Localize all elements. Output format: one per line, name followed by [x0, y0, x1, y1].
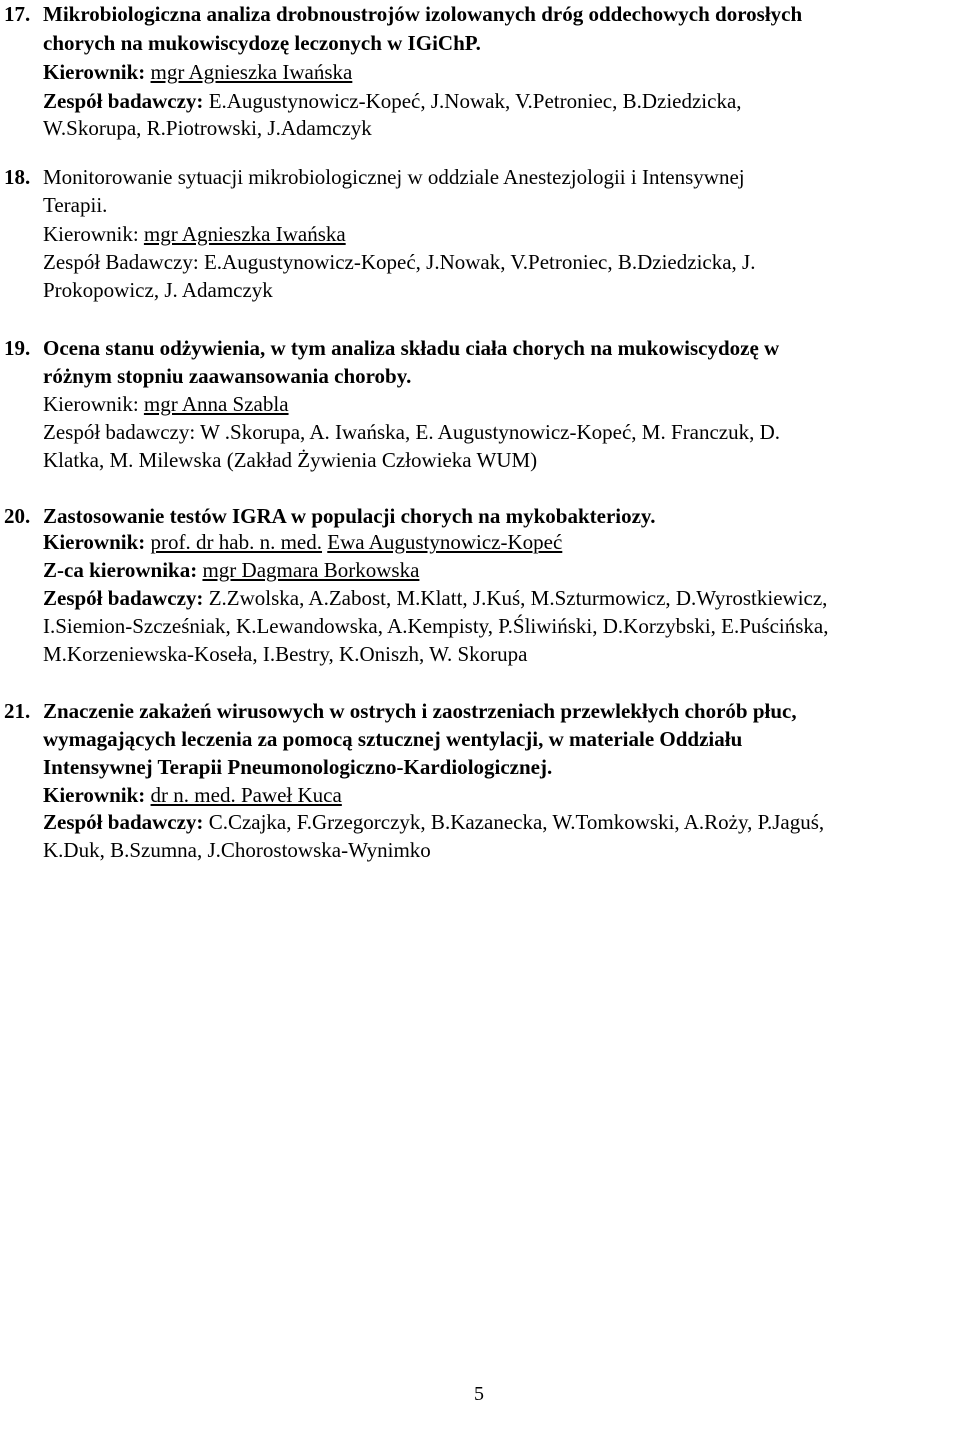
team-members-line: W.Skorupa, R.Piotrowski, J.Adamczyk — [43, 116, 372, 140]
entry-title-line: Intensywnej Terapii Pneumonologiczno-Kardiologicznej. — [43, 755, 553, 779]
leader-line — [43, 58, 352, 87]
team-members-line: Prokopowicz, J. Adamczyk — [43, 278, 273, 302]
team-line — [43, 87, 742, 116]
entry-title-line: różnym stopniu zaawansowania choroby. — [43, 364, 412, 388]
page-number: 5 — [474, 1383, 484, 1405]
team-label: Zespół badawczy: — [43, 89, 204, 113]
entry-title-line: chorych na mukowiscydozę leczonych w IGiChP. — [43, 31, 481, 55]
leader-name: mgr Agnieszka Iwańska — [143, 222, 346, 246]
entry-number: 21. — [4, 699, 31, 723]
team-members-line: K.Duk, B.Szumna, J.Chorostowska-Wynimko — [43, 838, 431, 862]
team-members: E.Augustynowicz-Kopeć, J.Nowak, V.Petroniec, B.Dziedzicka, J. — [203, 250, 756, 274]
leader-label: Kierownik: — [43, 783, 146, 807]
team-members: C.Czajka, F.Grzegorczyk, B.Kazanecka, W.Tomkowski, A.Roży, P.Jaguś, — [208, 810, 825, 834]
leader-name: dr n. med. Paweł Kuca — [150, 783, 342, 807]
leader-label: Kierownik: — [43, 60, 146, 84]
leader-line — [43, 528, 562, 557]
leader-line — [43, 390, 289, 419]
team-line — [43, 808, 824, 837]
team-members-line: Klatka, M. Milewska (Zakład Żywienia Człowieka WUM) — [43, 448, 538, 472]
entry-title-line: wymagających leczenia za pomocą sztucznej wentylacji, w materiale Oddziału — [43, 727, 743, 751]
entry-title-line: Ocena stanu odżywienia, w tym analiza składu ciała chorych na mukowiscydozę w — [43, 336, 780, 360]
deputy-label: Z-ca kierownika: — [43, 558, 198, 582]
team-label: Zespół badawczy: — [43, 586, 204, 610]
leader-line — [43, 220, 346, 249]
leader-label: Kierownik: — [43, 392, 139, 416]
entry-title-line: Zastosowanie testów IGRA w populacji chorych na mykobakteriozy. — [43, 504, 656, 528]
leader-line — [43, 781, 342, 810]
entry-title-line: Mikrobiologiczna analiza drobnoustrojów izolowanych dróg oddechowych dorosłych — [43, 2, 803, 26]
team-line — [43, 418, 780, 447]
entry-title-line: Znaczenie zakażeń wirusowych w ostrych i zaostrzeniach przewlekłych chorób płuc, — [43, 699, 797, 723]
team-label: Zespół badawczy: — [43, 810, 204, 834]
team-members: E.Augustynowicz-Kopeć, J.Nowak, V.Petroniec, B.Dziedzicka, — [208, 89, 742, 113]
leader-label: Kierownik: — [43, 222, 139, 246]
team-members-line: I.Siemion-Szcześniak, K.Lewandowska, A.Kempisty, P.Śliwiński, D.Korzybski, E.Puścińska, — [43, 614, 829, 638]
leader-title: prof. dr hab. n. med. — [150, 530, 323, 554]
team-label: Zespół badawczy: — [43, 420, 196, 444]
leader-name: mgr Anna Szabla — [143, 392, 289, 416]
team-members-line: M.Korzeniewska-Koseła, I.Bestry, K.Oniszh, W. Skorupa — [43, 642, 528, 666]
team-line — [43, 248, 755, 277]
entry-title-line: Terapii. — [43, 193, 108, 217]
team-members: W .Skorupa, A. Iwańska, E. Augustynowicz-Kopeć, M. Franczuk, D. — [200, 420, 780, 444]
leader-label: Kierownik: — [43, 530, 146, 554]
leader-name: Ewa Augustynowicz-Kopeć — [327, 530, 563, 554]
team-line — [43, 584, 827, 613]
entry-number: 19. — [4, 336, 31, 360]
entry-number: 18. — [4, 165, 31, 189]
deputy-name: mgr Dagmara Borkowska — [202, 558, 420, 582]
team-label: Zespół Badawczy: — [43, 250, 199, 274]
leader-name: mgr Agnieszka Iwańska — [150, 60, 353, 84]
entry-number: 20. — [4, 504, 31, 528]
entry-title-line: Monitorowanie sytuacji mikrobiologicznej w oddziale Anestezjologii i Intensywnej — [43, 165, 745, 189]
team-members: Z.Zwolska, A.Zabost, M.Klatt, J.Kuś, M.Szturmowicz, D.Wyrostkiewicz, — [208, 586, 828, 610]
deputy-line — [43, 556, 419, 585]
entry-number: 17. — [4, 2, 31, 26]
